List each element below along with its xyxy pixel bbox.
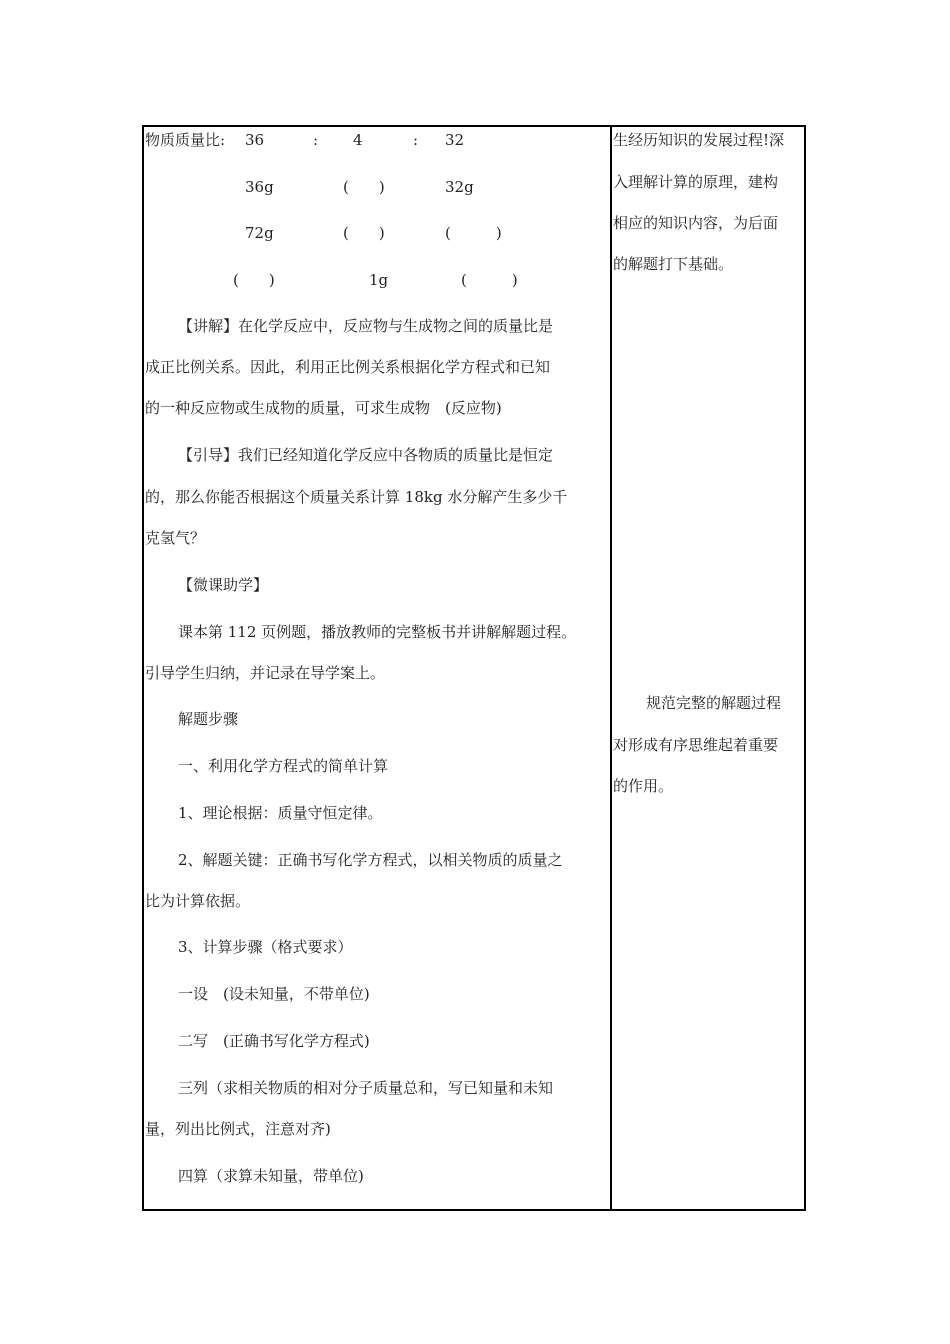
explain-line: 【讲解】在化学反应中，反应物与生成物之间的质量比是 — [178, 317, 554, 335]
guide-line: 【引导】我们已经知道化学反应中各物质的质量比是恒定 — [178, 446, 554, 464]
explain-line: 的一种反应物或生成物的质量，可求生成物 (反应物) — [145, 399, 502, 417]
step-write: 二写 (正确书写化学方程式) — [178, 1032, 370, 1050]
step-calc: 四算（求算未知量，带单位) — [178, 1167, 364, 1185]
item-1: 1、理论根据：质量守恒定律。 — [178, 804, 383, 822]
cell: ( ) — [461, 271, 518, 289]
note-line: 生经历知识的发展过程!深 — [613, 131, 785, 149]
ratio-colon-2: : — [413, 131, 419, 149]
step-list-cont: 量，列出比例式，注意对齐) — [145, 1120, 331, 1138]
cell: 36g — [245, 178, 274, 196]
item-3: 3、计算步骤（格式要求） — [178, 938, 353, 956]
column-divider — [610, 125, 612, 1211]
textbook-line: 课本第 112 页例题，播放教师的完整板书并讲解解题过程。 — [178, 623, 577, 641]
ratio-colon-1: : — [313, 131, 319, 149]
note-line: 的作用。 — [613, 777, 674, 795]
cell: ( ) — [445, 224, 502, 242]
step-set: 一设 (设未知量，不带单位) — [178, 985, 370, 1003]
item-2: 2、解题关键：正确书写化学方程式，以相关物质的质量之 — [178, 851, 563, 869]
note-line: 相应的知识内容，为后面 — [613, 214, 779, 232]
ratio-value-oxygen: 32 — [445, 131, 465, 149]
guide-line: 的，那么你能否根据这个质量关系计算 18kg 水分解产生多少千 — [145, 488, 568, 506]
cell: 72g — [245, 224, 274, 242]
note-line: 规范完整的解题过程 — [646, 694, 782, 712]
cell: 1g — [369, 271, 389, 289]
note-line: 的解题打下基础。 — [613, 255, 734, 273]
step-list: 三列（求相关物质的相对分子质量总和，写已知量和未知 — [178, 1079, 554, 1097]
item-2-cont: 比为计算依据。 — [145, 892, 251, 910]
explain-line: 成正比例关系。因此，利用正比例关系根据化学方程式和已知 — [145, 358, 551, 376]
cell: ( ) — [343, 178, 385, 196]
ratio-label: 物质质量比: — [145, 131, 226, 149]
guide-line: 克氢气？ — [145, 529, 206, 547]
ratio-value-water: 36 — [245, 131, 265, 149]
section-heading: 一、利用化学方程式的简单计算 — [178, 757, 389, 775]
cell: 32g — [445, 178, 474, 196]
steps-title: 解题步骤 — [178, 710, 239, 728]
cell: ( ) — [343, 224, 385, 242]
micro-lesson-heading: 【微课助学】 — [178, 576, 269, 594]
note-line: 入理解计算的原理，建构 — [613, 173, 779, 191]
textbook-line: 引导学生归纳，并记录在导学案上。 — [145, 664, 386, 682]
note-line: 对形成有序思维起着重要 — [613, 736, 779, 754]
ratio-value-hydrogen: 4 — [353, 131, 363, 149]
cell: ( ) — [233, 271, 275, 289]
